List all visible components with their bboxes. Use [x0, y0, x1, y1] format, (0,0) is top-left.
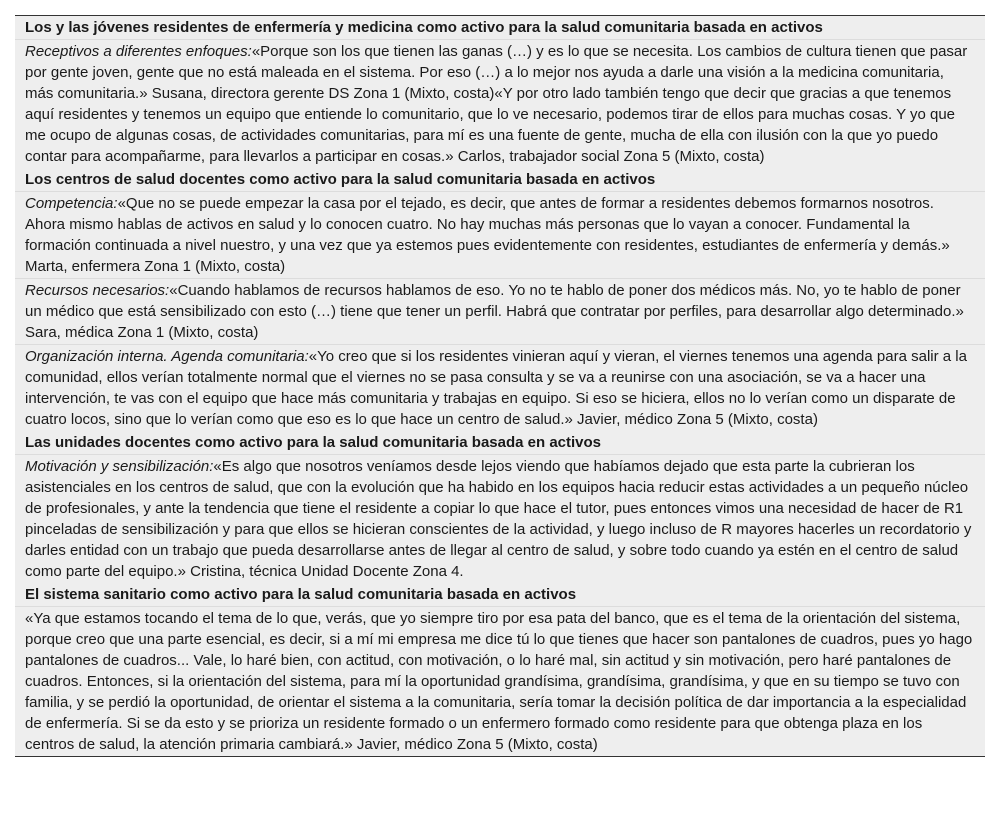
- section-heading-centros-docentes: Los centros de salud docentes como activo para la salud comunitaria basada en activos: [15, 168, 985, 191]
- quote-text: «Es algo que nosotros veníamos desde lejos viendo que habíamos dejado que esta parte la cubrieran los asistenciales en los centros de salud, que con la evolución que ha habido en los equipos hacia reducir estas actividades a un pequeño núcleo de profesionales, y ante la tendencia que tiene el residente a copiar lo que hace el tutor, pues entonces vimos una necesidad de hacer de R1 pinceladas de sensibilización y para que ellos se hicieran conscientes de la actividad, y luego incluso de R mayores hacerles un recordatorio y darles entidad con un trabajo que pueda desarrollarse antes de llegar al centro de salud, y sobre todo cuando ya estén en el centro de salud como parte del equipo.» Cristina, técnica Unidad Docente Zona 4.: [25, 458, 972, 580]
- quote-label: Competencia:: [25, 195, 118, 212]
- section-heading-residentes: Los y las jóvenes residentes de enfermería y medicina como activo para la salud comunitaria basada en activos: [15, 16, 985, 39]
- quotes-table: [15, 15, 985, 757]
- section-heading-sistema-sanitario: El sistema sanitario como activo para la salud comunitaria basada en activos: [15, 583, 985, 606]
- quote-text: «Cuando hablamos de recursos hablamos de eso. Yo no te hablo de poner dos médicos más. No, yo te hablo de poner un médico que está sensibilizado con esto (…) tiene que tener un perfil. Habrá que contratar por perfiles, para desarrollar algo determinado.» Sara, médica Zona 1 (Mixto, costa): [25, 282, 964, 341]
- quote-recursos: [15, 278, 985, 344]
- quote-text: «Porque son los que tienen las ganas (…) y es lo que se necesita. Los cambios de cultura tienen que pasar por gente joven, gente que no está maleada en el sistema. Por eso (…) a lo mejor nos ayuda a darle una visión a la medicina comunitaria, más comunitaria.» Susana, directora gerente DS Zona 1 (Mixto, costa)«Y por otro lado también tengo que decir que gracias a que tenemos aquí residentes y tenemos un equipo que entiende lo comunitario, que lo ve necesario, podemos tirar de ellos para muchas cosas. Y yo que me ocupo de algunas cosas, de actividades comunitarias, para mí es una fuente de gente, mucha de ella con ilusión con la que yo puedo contar para acompañarme, para llevarlos a participar en cosas.» Carlos, trabajador social Zona 5 (Mixto, costa): [25, 43, 968, 165]
- section-heading-unidades-docentes: Las unidades docentes como activo para la salud comunitaria basada en activos: [15, 431, 985, 454]
- quote-text: «Que no se puede empezar la casa por el tejado, es decir, que antes de formar a residentes debemos formarnos nosotros. Ahora mismo hablas de activos en salud y lo conocen cuatro. No hay muchas más personas que lo vayan a conocer. Fundamental la formación continuada a nivel nuestro, y una vez que ya estemos pues evidentemente con residentes, estudiantes de enfermería y demás.» Marta, enfermera Zona 1 (Mixto, costa): [25, 195, 950, 275]
- quote-receptivos: [15, 39, 985, 168]
- quote-label: Receptivos a diferentes enfoques:: [25, 43, 252, 60]
- quote-text: «Ya que estamos tocando el tema de lo que, verás, que yo siempre tiro por esa pata del banco, que es el tema de la orientación del sistema, porque creo que una parte esencial, es decir, si a mí mi empresa me dice tú lo que tienes que hacer son pantalones de cuadros, pues yo hago pantalones de cuadros... Vale, lo haré bien, con actitud, con motivación, o lo haré mal, sin actitud y sin motivación, pero haré pantalones de cuadros. Entonces, si la orientación del sistema, para mí la oportunidad grandísima, grandísima, grandísima, y que en su tiempo se tuvo con familia, y se perdió la oportunidad, de orientar el sistema a la comunitaria, sería tomar la decisión política de dar importancia a la especialidad de enfermería. Si se da esto y se prioriza un residente formado o un enfermero formado como residente para que obtenga plaza en los centros de salud, la atención primaria cambiará.» Javier, médico Zona 5 (Mixto, costa): [25, 610, 973, 753]
- quote-competencia: [15, 191, 985, 278]
- quote-text: «Yo creo que si los residentes vinieran aquí y vieran, el viernes tenemos una agenda para salir a la comunidad, ellos verían totalmente normal que el viernes no se pasa consulta y se va a reunirse con una asociación, se va a hacer una intervención, te vas con el equipo que hace más comunitaria y trabajas en equipo. Si eso se hiciera, ellos no lo verían como un disparate de cuatro locos, sino que lo verían como que eso es lo que hace un centro de salud.» Javier, médico Zona 5 (Mixto, costa): [25, 348, 967, 428]
- quote-label: Organización interna. Agenda comunitaria:: [25, 348, 309, 365]
- quote-organizacion: [15, 344, 985, 431]
- quote-sistema: [15, 606, 985, 756]
- quote-label: Recursos necesarios:: [25, 282, 170, 299]
- quote-motivacion: [15, 454, 985, 583]
- quote-label: Motivación y sensibilización:: [25, 458, 214, 475]
